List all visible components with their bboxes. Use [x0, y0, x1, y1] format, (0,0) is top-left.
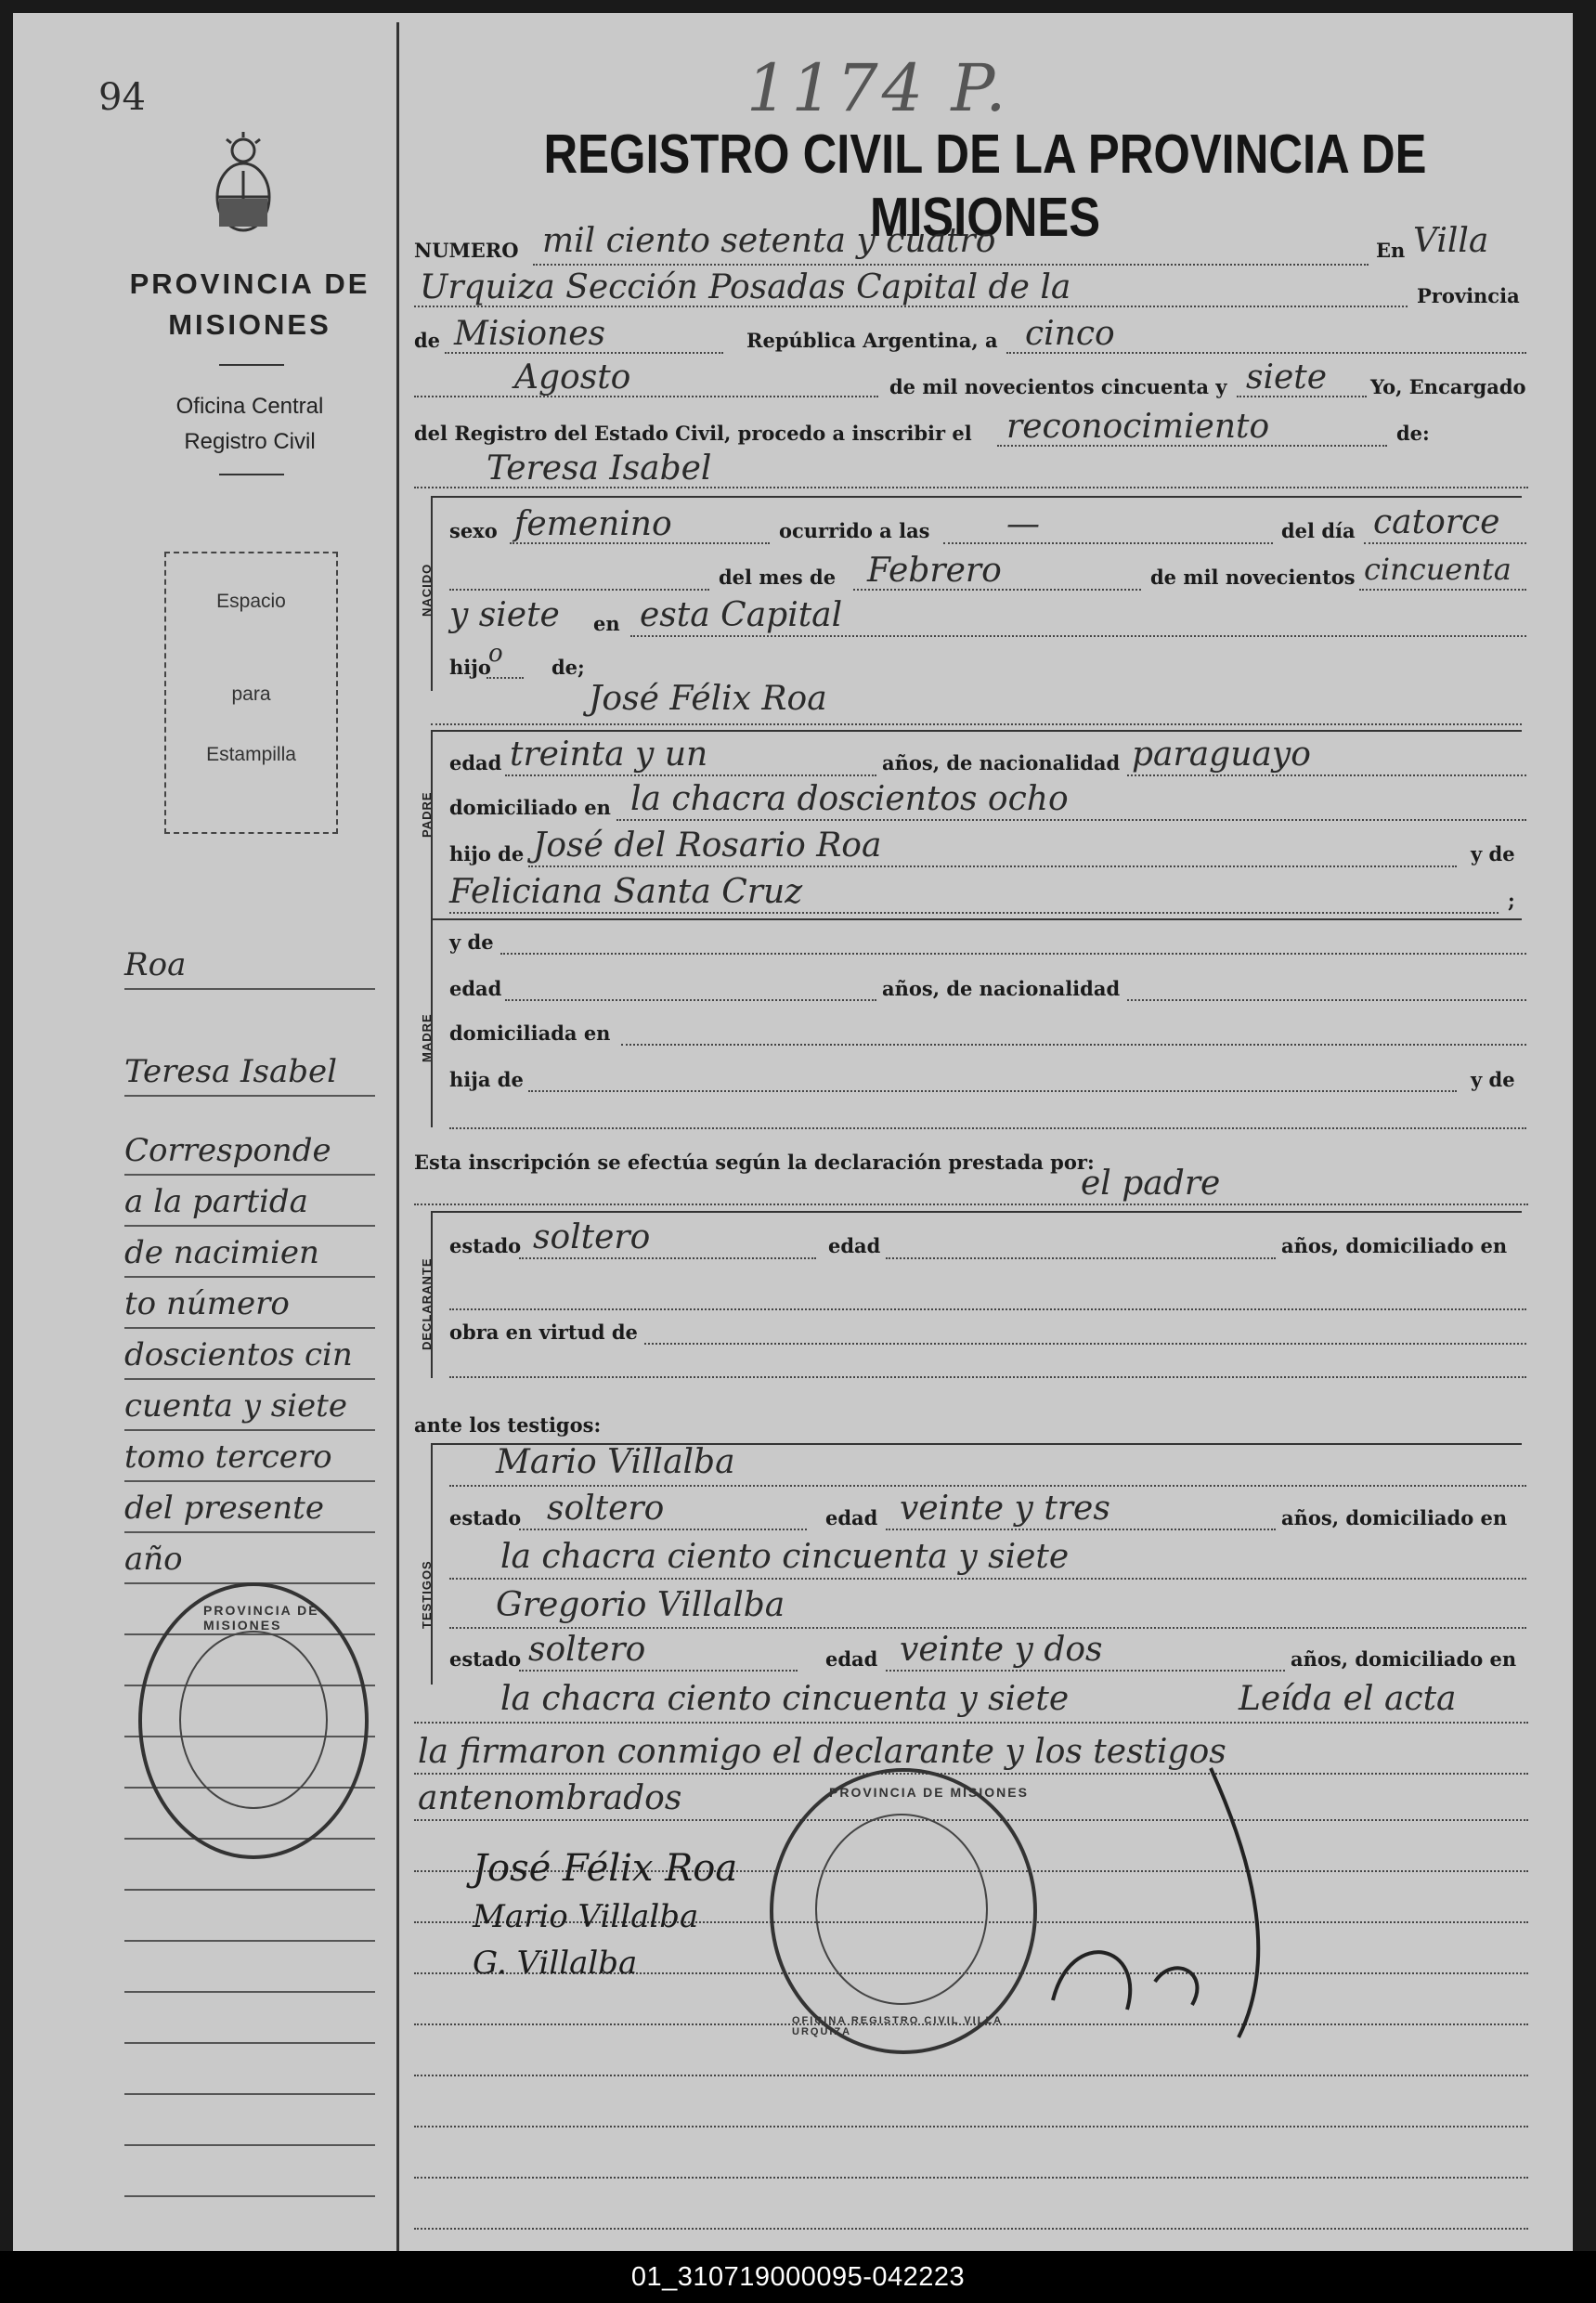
stamp-label: Estampilla: [206, 744, 296, 765]
madre-nac-line: [1127, 999, 1526, 1001]
obra-label: obra en virtud de: [449, 1321, 638, 1344]
margin-line: [124, 1095, 375, 1097]
margin-line: [124, 1889, 375, 1891]
margin-line: [124, 1276, 375, 1278]
sexo-label: sexo: [449, 519, 498, 542]
t1-dom-line: [449, 1578, 1526, 1580]
madre-hija-de: hija de: [449, 1068, 524, 1091]
signature-padre: José Félix Roa: [473, 1847, 738, 1890]
madre-yde: y de: [449, 930, 494, 954]
madre-edad: edad: [449, 977, 502, 1000]
margin-line: [124, 2195, 375, 2197]
provincia-label: Provincia: [1417, 284, 1520, 307]
padre-padre-line: [528, 865, 1457, 867]
margin-line: [124, 2144, 375, 2146]
t1-edad: veinte y tres: [900, 1490, 1110, 1528]
stamp-label: para: [231, 683, 271, 705]
madre-dom-line: [621, 1044, 1526, 1046]
madre-hija-line: [528, 1090, 1457, 1092]
declarante-domicilio-label: años, domiciliado en: [1281, 1234, 1508, 1257]
margin-note: Corresponde: [124, 1132, 331, 1169]
t2-edad-line: [886, 1670, 1285, 1672]
declaracion-label: Esta inscripción se efectúa según la declaración prestada por:: [414, 1151, 1095, 1174]
de2-label: de:: [1396, 422, 1430, 445]
margin-note: doscientos cin: [124, 1336, 353, 1373]
seal-text: PROVINCIA DE MISIONES: [203, 1603, 319, 1633]
hijo-line: [487, 677, 524, 679]
year-value: siete: [1246, 358, 1328, 397]
margin-line: [124, 1940, 375, 1942]
margin-note: to número: [124, 1285, 290, 1322]
anio-value2: y siete: [449, 596, 560, 634]
madre-line: [500, 953, 1526, 955]
cierre-text: Leída el acta: [1239, 1680, 1457, 1718]
t2-domicilio: la chacra ciento cincuenta y siete: [500, 1680, 1070, 1718]
padre-madre-line: [449, 912, 1499, 914]
padre-domicilio: la chacra doscientos ocho: [630, 780, 1069, 818]
dia-label: del día: [1281, 519, 1356, 542]
testigos-side-label: TESTIGOS: [420, 1560, 434, 1629]
margin-note: Roa: [124, 946, 187, 983]
padre-edad: treinta y un: [510, 735, 708, 774]
margin-note: año: [124, 1541, 183, 1578]
declarante-side-label: DECLARANTE: [420, 1257, 434, 1350]
t2-domicilio-label: años, domiciliado en: [1291, 1647, 1517, 1671]
t2-edad: veinte y dos: [900, 1631, 1103, 1669]
margin-note: cuenta y siete: [124, 1387, 347, 1425]
t2-estado-label: estado: [449, 1647, 522, 1671]
day-value: cinco: [1025, 315, 1115, 353]
madre-yde2: y de: [1471, 1068, 1515, 1091]
margin-line: [124, 1174, 375, 1176]
year-label: de mil novecientos cincuenta y: [889, 375, 1227, 398]
official-seal-left: [138, 1582, 369, 1859]
mes-pre-line: [449, 589, 709, 591]
cierre3-text: antenombrados: [418, 1779, 682, 1817]
anio-line: [1359, 589, 1526, 591]
hijo-label: hijo: [449, 656, 491, 679]
ruled-line: [414, 2228, 1528, 2230]
hijo-de-label: de;: [551, 656, 585, 679]
t2-estado: soltero: [528, 1631, 646, 1669]
padre-padre: José del Rosario Roa: [533, 826, 882, 865]
nacionalidad-line: [1127, 774, 1526, 776]
t1-nombre: Mario Villalba: [496, 1443, 735, 1481]
anio-value: cincuenta: [1364, 552, 1512, 587]
folio-number: 1174 P.: [746, 50, 1010, 126]
stamp-space-box: [164, 552, 338, 834]
nacido-side-label: NACIDO: [420, 563, 434, 617]
proceedo-label: del Registro del Estado Civil, procedo a inscribir el: [414, 422, 972, 445]
declaracion-value: el padre: [1081, 1165, 1221, 1203]
cierre-line: [414, 1773, 1528, 1775]
obra-line: [644, 1343, 1526, 1345]
margin-line: [124, 1429, 375, 1431]
dia-line: [1364, 542, 1526, 544]
province-line1: PROVINCIA DE: [129, 267, 370, 300]
sidebar-rule: [219, 474, 284, 475]
t2-estado-line: [519, 1670, 798, 1672]
margin-line: [124, 1480, 375, 1482]
lugar-value: esta Capital: [640, 596, 843, 634]
month-value: Agosto: [514, 358, 631, 397]
padre-side-label: PADRE: [420, 791, 434, 838]
section-rule: [431, 918, 1522, 920]
testigos-label: ante los testigos:: [414, 1413, 602, 1437]
edad-label: edad: [449, 751, 502, 774]
place-value: Urquiza Sección Posadas Capital de la: [420, 268, 1071, 306]
margin-note: de nacimien: [124, 1234, 319, 1271]
madre-side-label: MADRE: [420, 1013, 434, 1062]
sidebar-rule: [219, 364, 284, 366]
document-page: [13, 13, 1573, 2251]
margin-line: [124, 2093, 375, 2095]
margin-line: [124, 988, 375, 990]
declarante-estado-label: estado: [449, 1234, 522, 1257]
edad-line: [505, 774, 876, 776]
dia-value: catorce: [1373, 503, 1500, 541]
semicolon: ;: [1508, 889, 1515, 912]
numero-line: [533, 264, 1369, 266]
margin-line: [124, 1378, 375, 1380]
t1-nombre-line: [449, 1485, 1526, 1487]
stamp-label: Espacio: [216, 591, 286, 612]
hijo-suffix: o: [488, 640, 503, 668]
madre-nacionalidad: años, de nacionalidad: [882, 977, 1121, 1000]
madre-edad-line: [505, 999, 876, 1001]
nacionalidad-label: años, de nacionalidad: [882, 751, 1121, 774]
sidebar-office: [106, 389, 394, 460]
t1-estado: soltero: [547, 1490, 665, 1528]
margin-line: [124, 2042, 375, 2044]
margin-note: a la partida: [124, 1183, 308, 1220]
cierre2-text: la firmaron conmigo el declarante y los testigos: [418, 1733, 1226, 1771]
page-number: 94: [98, 76, 146, 119]
section-rule: [431, 1211, 1522, 1213]
hora-value: —: [1006, 505, 1040, 543]
office-line2: Registro Civil: [184, 429, 316, 454]
declarante-estado: soltero: [533, 1218, 651, 1256]
de-label: de: [414, 329, 441, 352]
en-label: En: [1376, 239, 1406, 262]
numero-value: mil ciento setenta y cuatro: [542, 222, 996, 260]
padre-nombre: José Félix Roa: [589, 680, 827, 718]
numero-label: NUMERO: [414, 239, 519, 262]
official-seal-center: [770, 1768, 1037, 2054]
madre-end-line: [449, 1127, 1526, 1129]
sidebar-province: [97, 264, 403, 345]
hora-line: [943, 542, 1273, 544]
padre-nacionalidad: paraguayo: [1132, 735, 1311, 774]
t1-domicilio: la chacra ciento cincuenta y siete: [500, 1538, 1070, 1576]
padre-name-line: [431, 723, 1522, 725]
t2-edad-label: edad: [825, 1647, 878, 1671]
ruled-line: [414, 2177, 1528, 2179]
margin-line: [124, 1327, 375, 1329]
seal-text: PROVINCIA DE MISIONES: [829, 1785, 1029, 1800]
anio-label: de mil novecientos: [1150, 566, 1356, 589]
lugar-line: [630, 635, 1526, 637]
t1-estado-label: estado: [449, 1506, 522, 1529]
name-value: Teresa Isabel: [487, 449, 712, 488]
margin-note: del presente: [124, 1490, 324, 1527]
signature-testigo2: G. Villalba: [473, 1945, 638, 1982]
column-divider: [396, 22, 399, 2251]
yde-label: y de: [1471, 842, 1515, 865]
en-value: Villa: [1413, 222, 1489, 260]
margin-note: Teresa Isabel: [124, 1053, 337, 1090]
republica-label: República Argentina, a: [746, 329, 998, 352]
declarante-end-line: [449, 1376, 1526, 1378]
mes-label: del mes de: [719, 566, 837, 589]
declaracion-line: [414, 1204, 1528, 1205]
madre-domicilio: domiciliada en: [449, 1021, 611, 1045]
declarante-edad-line: [886, 1257, 1276, 1259]
margin-line: [124, 1531, 375, 1533]
province-value: Misiones: [454, 315, 606, 353]
section-rule: [431, 496, 1522, 498]
seal-inner-ring: [179, 1631, 328, 1809]
office-line1: Oficina Central: [175, 394, 324, 419]
domicilio-line: [616, 819, 1526, 821]
sexo-value: femenino: [514, 505, 672, 543]
hijo-de-label: hijo de: [449, 842, 525, 865]
declarante-dom-line: [449, 1308, 1526, 1310]
ruled-line: [414, 2075, 1528, 2076]
officer-signature-icon: [1034, 1759, 1313, 2065]
mes-value: Febrero: [867, 552, 1002, 590]
section-rule: [431, 730, 1522, 732]
margin-note: tomo tercero: [124, 1438, 332, 1476]
padre-madre: Feliciana Santa Cruz: [449, 873, 803, 911]
argentine-crest-icon: [206, 130, 280, 241]
margin-line: [124, 1991, 375, 1993]
en-lugar-label: en: [593, 612, 620, 635]
margin-line: [124, 1225, 375, 1227]
domicilio-label: domiciliado en: [449, 796, 611, 819]
t1-estado-line: [519, 1529, 807, 1530]
image-id-footer: 01_310719000095-042223: [0, 2251, 1596, 2303]
act-value: reconocimiento: [1006, 408, 1270, 446]
ocurrido-label: ocurrido a las: [779, 519, 930, 542]
t2-dom-line: [414, 1722, 1528, 1724]
signature-testigo1: Mario Villalba: [473, 1898, 699, 1935]
month-line: [414, 396, 878, 397]
t1-edad-line: [886, 1529, 1276, 1530]
t1-edad-label: edad: [825, 1506, 878, 1529]
province-line2: MISIONES: [168, 308, 331, 341]
t2-nombre-line: [449, 1627, 1526, 1629]
declarante-edad-label: edad: [828, 1234, 881, 1257]
ruled-line: [414, 2126, 1528, 2127]
yo-label: Yo, Encargado: [1370, 375, 1526, 398]
document-title: REGISTRO CIVIL DE LA PROVINCIA DE MISIONES: [543, 124, 1427, 248]
seal-inner-ring: [815, 1814, 988, 2005]
declarante-estado-line: [519, 1257, 816, 1259]
t1-domicilio-label: años, domiciliado en: [1281, 1506, 1508, 1529]
t2-nombre: Gregorio Villalba: [496, 1586, 785, 1624]
seal-text: OFICINA REGISTRO CIVIL VILLA URQUIZA: [792, 2015, 1003, 2037]
